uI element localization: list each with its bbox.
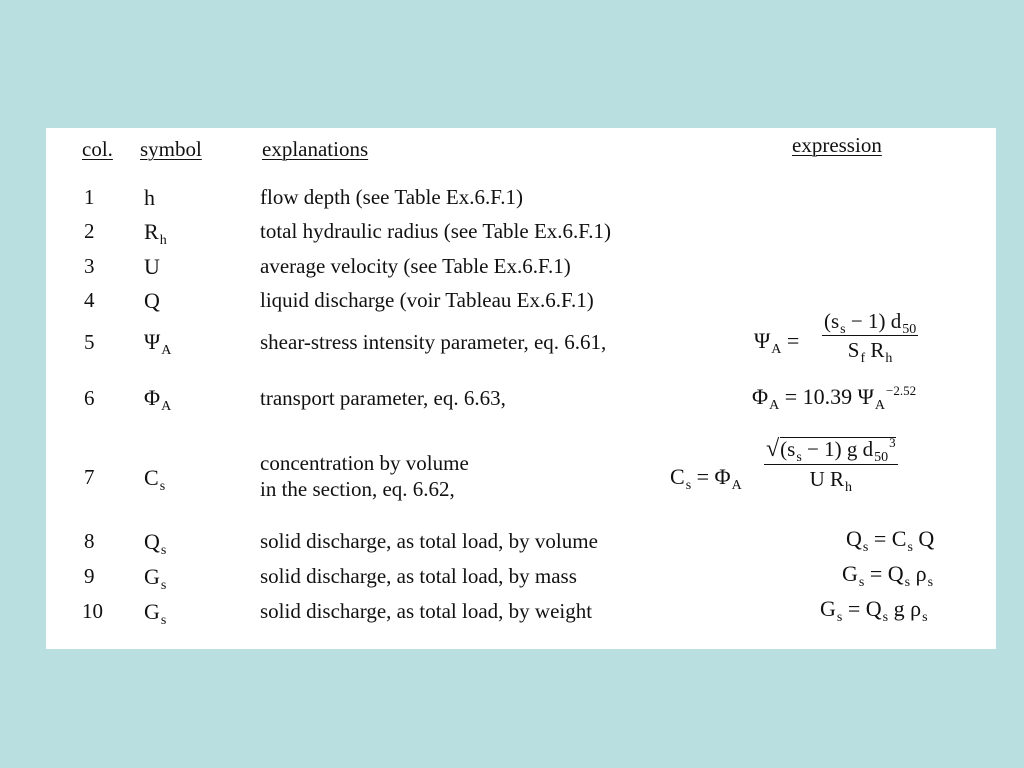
expr-psi-lhs: $\Psi_A$ = <box>754 328 800 357</box>
header-explanations: explanations <box>262 137 369 161</box>
row-9-symbol: $G_s$ <box>144 564 167 593</box>
row-2-col: 2 <box>84 219 95 243</box>
row-1-explanation: flow depth (see Table Ex.6.F.1) <box>260 185 523 209</box>
expr-phi: $\Phi_A = 10.39$ $\Psi_A^{-2.52}$ <box>752 383 917 413</box>
row-3-explanation: average velocity (see Table Ex.6.F.1) <box>260 254 571 278</box>
row-8-col: 8 <box>84 529 95 553</box>
row-1-col: 1 <box>84 185 95 209</box>
row-7-explanation-line2: in the section, eq. 6.62, <box>260 477 455 501</box>
table-panel <box>46 128 996 649</box>
row-10-symbol: $G_s$ <box>144 599 167 628</box>
row-4-explanation: liquid discharge (voir Tableau Ex.6.F.1) <box>260 288 594 312</box>
header-symbol: symbol <box>140 137 202 161</box>
row-10-explanation: solid discharge, as total load, by weight <box>260 599 593 623</box>
row-4-col: 4 <box>84 288 95 312</box>
row-2-symbol: $R_h$ <box>144 219 167 248</box>
sqrt-icon: √ <box>766 436 780 462</box>
row-6-explanation: transport parameter, eq. 6.63, <box>260 386 506 410</box>
expr-gs-weight: $G_s = Q_s$ g $\rho_s$ <box>820 596 928 625</box>
row-5-explanation: shear-stress intensity parameter, eq. 6.61, <box>260 330 607 354</box>
row-9-explanation: solid discharge, as total load, by mass <box>260 564 577 588</box>
row-7-explanation: concentration by volume <box>260 451 469 475</box>
header-expression: expression <box>792 133 882 157</box>
row-4-symbol: Q <box>144 288 160 313</box>
expr-psi-fraction: $\frac{(s_s - 1) d_{50}}{S_f R_h}$ <box>824 309 917 366</box>
row-1-symbol: h <box>144 185 155 210</box>
row-8-symbol: $Q_s$ <box>144 529 167 558</box>
row-6-symbol: $\Phi_A$ <box>144 385 172 414</box>
row-3-col: 3 <box>84 254 95 278</box>
row-10-col: 10 <box>82 599 103 623</box>
row-2-explanation: total hydraulic radius (see Table Ex.6.F.1) <box>260 219 612 243</box>
row-9-col: 9 <box>84 564 95 588</box>
row-3-symbol: U <box>144 254 160 279</box>
row-5-symbol: $\Psi_A$ <box>144 329 172 358</box>
row-6-col: 6 <box>84 386 95 410</box>
row-8-explanation: solid discharge, as total load, by volume <box>260 529 598 553</box>
expr-qs: $Q_s = C_s$ Q <box>846 526 935 555</box>
row-5-col: 5 <box>84 330 95 354</box>
row-7-col: 7 <box>84 465 95 489</box>
expr-gs-mass: $G_s = Q_s$ $\rho_s$ <box>842 561 934 590</box>
expr-cs-lhs: $C_s = \Phi_A$ <box>670 464 742 493</box>
header-col: col. <box>82 137 113 161</box>
expr-cs-fraction: √ $(s_s - 1)$ g $d_{50}^3$ U $R_h$ <box>766 435 896 495</box>
row-7-symbol: $C_s$ <box>144 465 166 494</box>
